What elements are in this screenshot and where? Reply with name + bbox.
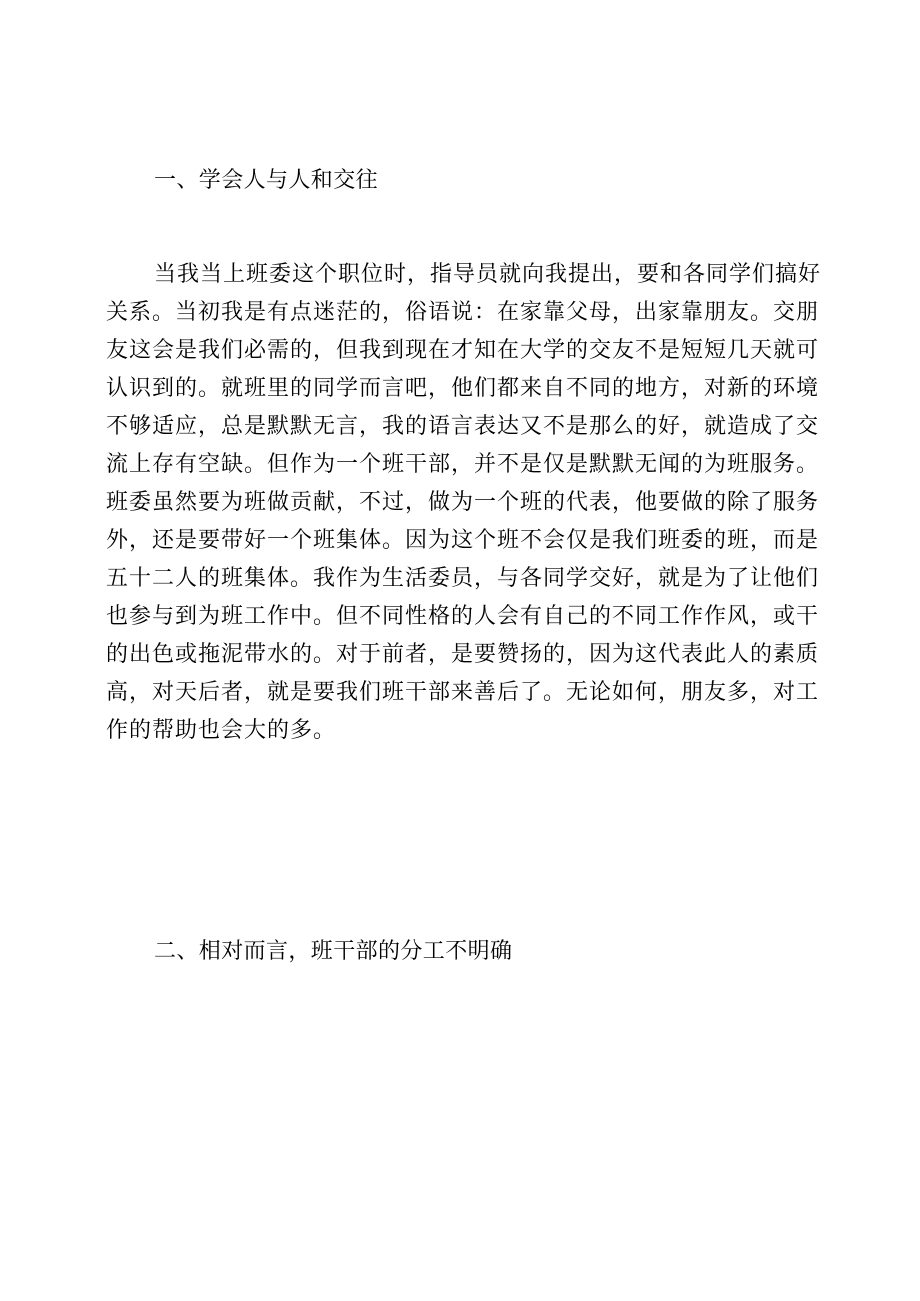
paragraph-line: 关系。当初我是有点迷茫的，俗语说：在家靠父母，出家靠朋友。交朋 xyxy=(106,300,820,325)
paragraph-line: 认识到的。就班里的同学而言吧，他们都来自不同的地方，对新的环境 xyxy=(106,376,820,401)
section-heading-1: 一、学会人与人和交往 xyxy=(154,168,379,193)
paragraph-line: 也参与到为班工作中。但不同性格的人会有自己的不同工作作风，或干 xyxy=(106,604,820,629)
paragraph-line: 不够适应，总是默默无言，我的语言表达又不是那么的好，就造成了交 xyxy=(106,414,820,439)
section-heading-2: 二、相对而言，班干部的分工不明确 xyxy=(154,939,513,964)
body-paragraph xyxy=(106,256,826,750)
paragraph-line: 当我当上班委这个职位时，指导员就向我提出，要和各同学们搞好 xyxy=(154,262,822,287)
paragraph-line: 流上存有空缺。但作为一个班干部，并不是仅是默默无闻的为班服务。 xyxy=(106,452,820,477)
paragraph-line: 外，还是要带好一个班集体。因为这个班不会仅是我们班委的班，而是 xyxy=(106,528,820,553)
paragraph-line: 友这会是我们必需的，但我到现在才知在大学的交友不是短短几天就可 xyxy=(106,338,820,363)
paragraph-line: 五十二人的班集体。我作为生活委员，与各同学交好，就是为了让他们 xyxy=(106,566,820,591)
paragraph-line: 作的帮助也会大的多。 xyxy=(106,718,337,743)
paragraph-line: 的出色或拖泥带水的。对于前者，是要赞扬的，因为这代表此人的素质 xyxy=(106,642,820,667)
paragraph-line: 高，对天后者，就是要我们班干部来善后了。无论如何，朋友多，对工 xyxy=(106,680,820,705)
paragraph-line: 班委虽然要为班做贡献，不过，做为一个班的代表，他要做的除了服务 xyxy=(106,490,820,515)
